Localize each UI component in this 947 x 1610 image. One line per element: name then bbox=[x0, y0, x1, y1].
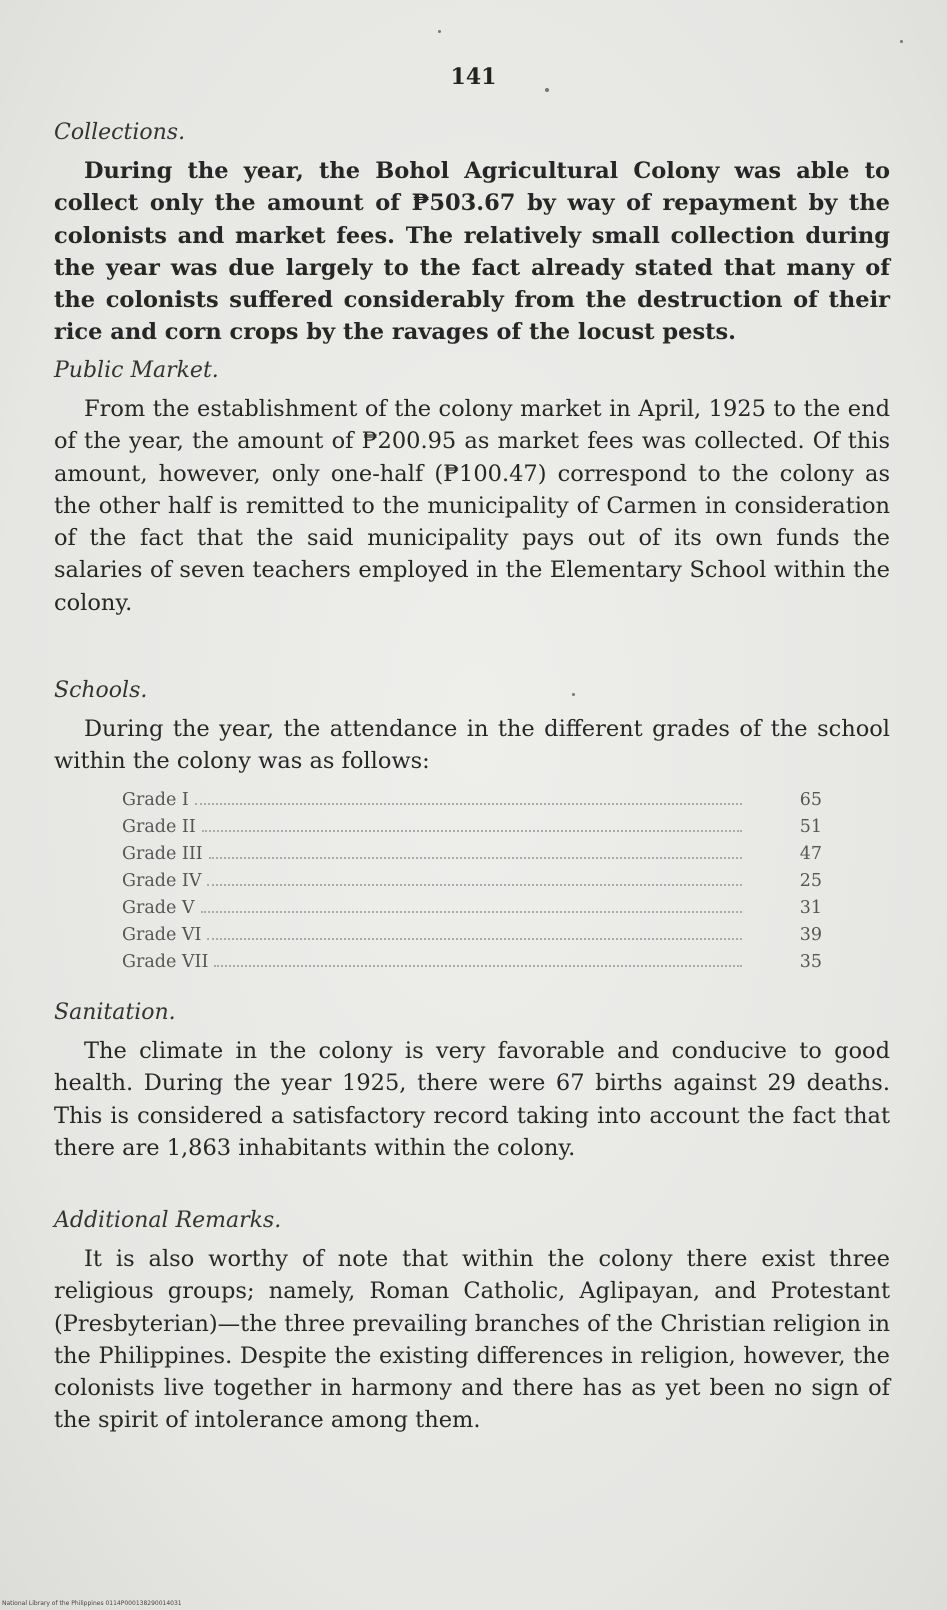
dot-leader bbox=[195, 803, 742, 805]
grade-value: 47 bbox=[799, 844, 822, 864]
grade-value: 25 bbox=[799, 871, 822, 891]
grade-row bbox=[122, 817, 822, 844]
grade-value: 39 bbox=[799, 925, 822, 945]
grade-value: 51 bbox=[799, 817, 822, 837]
grade-row bbox=[122, 790, 822, 817]
grade-row bbox=[122, 898, 822, 925]
dot-leader bbox=[202, 830, 742, 832]
grade-row bbox=[122, 871, 822, 898]
grade-label: Grade I bbox=[122, 790, 189, 810]
grade-value: 35 bbox=[799, 952, 822, 972]
grade-row bbox=[122, 925, 822, 952]
dot-leader bbox=[207, 884, 742, 886]
scan-speck bbox=[572, 693, 575, 696]
dot-leader bbox=[214, 965, 742, 967]
paragraph-additional-remarks: It is also worthy of note that within the colony there exist three religious groups; namely, Roman Catholic, Aglipayan, and Protestant (Presbyterian)—the three prevailing branches of the Christian religion in the Philippines. Despite the existing differences in religion, however, the colonists live together in harmony and there has as yet been no sign of the spirit of intolerance among them. bbox=[54, 1246, 890, 1434]
heading-public-market: Public Market. bbox=[54, 358, 219, 383]
scan-speck bbox=[900, 40, 903, 43]
dot-leader bbox=[201, 911, 742, 913]
grade-label: Grade III bbox=[122, 844, 203, 864]
paragraph-schools: During the year, the attendance in the different grades of the school within the colony was as follows: bbox=[54, 716, 890, 775]
paragraph-sanitation: The climate in the colony is very favorable and conducive to good health. During the year 1925, there were 67 births against 29 deaths. This is considered a satisfactory record taking into account the fact that there are 1,863 inhabitants within the colony. bbox=[54, 1038, 890, 1161]
paragraph-collections: During the year, the Bohol Agricultural Colony was able to collect only the amount of ₱503.67 by way of repayment by the colonists and market fees. The relatively small collection during the year was due largely to the fact already stated that many of the colonists suffered considerably from the destruction of their rice and corn crops by the ravages of the locust pests. bbox=[54, 158, 890, 346]
grade-row bbox=[122, 844, 822, 871]
grade-label: Grade V bbox=[122, 898, 195, 918]
grade-row bbox=[122, 952, 822, 979]
footer-source-label: National Library of the Philippines 0114P000138290014031 bbox=[2, 1600, 182, 1607]
page-number: 141 bbox=[450, 64, 497, 90]
grades-attendance-list bbox=[122, 790, 822, 979]
scan-speck bbox=[545, 88, 549, 92]
grade-value: 65 bbox=[799, 790, 822, 810]
paragraph-public-market: From the establishment of the colony market in April, 1925 to the end of the year, the amount of ₱200.95 as market fees was collected. Of this amount, however, only one-half (₱100.47) correspond to the colony as the other half is remitted to the municipality of Carmen in consideration of the fact that the said municipality pays out of its own funds the salaries of seven teachers employed in the Elementary School within the colony. bbox=[54, 396, 890, 616]
grade-label: Grade VII bbox=[122, 952, 209, 972]
scan-speck bbox=[438, 30, 441, 33]
heading-schools: Schools. bbox=[54, 678, 148, 703]
grade-label: Grade IV bbox=[122, 871, 202, 891]
heading-additional-remarks: Additional Remarks. bbox=[54, 1208, 282, 1233]
dot-leader bbox=[209, 857, 742, 859]
grade-label: Grade II bbox=[122, 817, 196, 837]
heading-collections: Collections. bbox=[54, 120, 186, 145]
heading-sanitation: Sanitation. bbox=[54, 1000, 176, 1025]
grade-label: Grade VI bbox=[122, 925, 202, 945]
dot-leader bbox=[207, 938, 742, 940]
grade-value: 31 bbox=[799, 898, 822, 918]
